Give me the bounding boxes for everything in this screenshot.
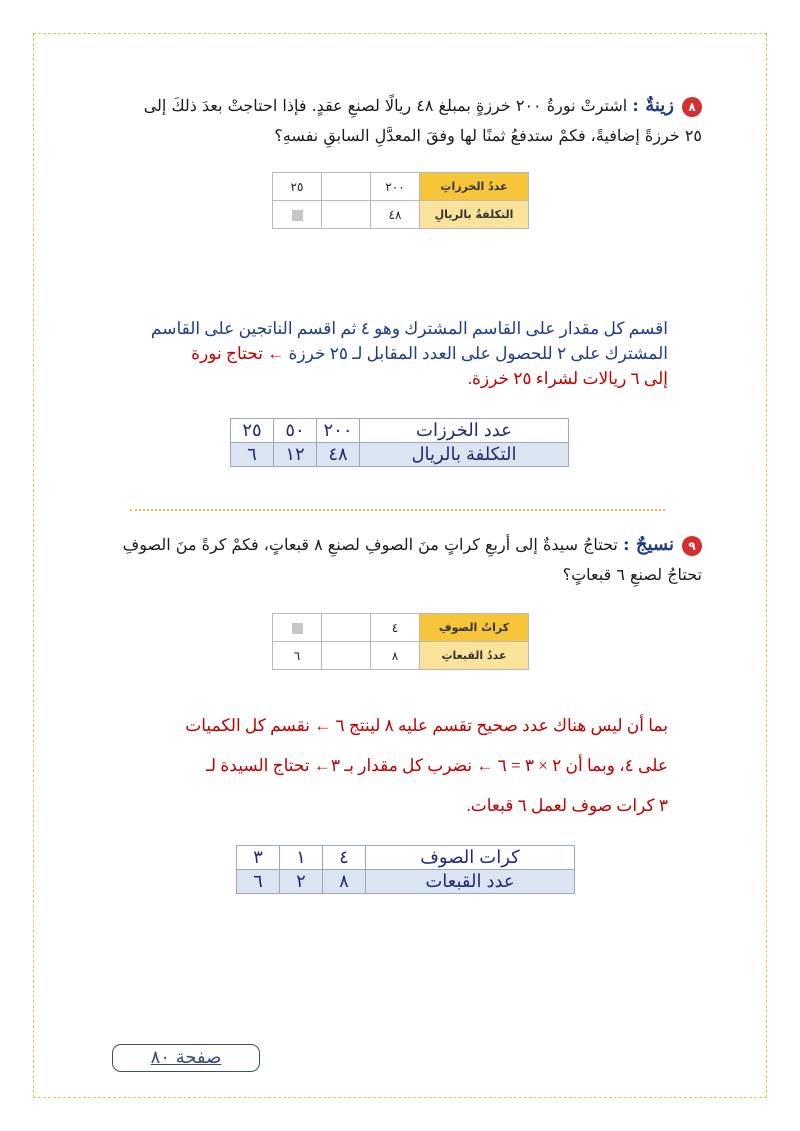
problem-9-question	[92, 530, 702, 590]
table-cell: ٦	[237, 870, 280, 894]
problem-8-answer-table	[230, 418, 569, 467]
table-row	[231, 443, 569, 467]
table-cell: ٨	[323, 870, 366, 894]
table-row	[273, 642, 529, 670]
answer-line: اقسم كل مقدار على القاسم المشترك وهو ٤ ثم اقسم الناتجين على القاسم	[150, 319, 668, 338]
placeholder-square-icon	[292, 210, 303, 221]
problem-number-badge: ٩	[682, 536, 702, 556]
table-cell: ٤	[371, 614, 420, 642]
table-header-cell: عددُ الخرزاتِ	[420, 173, 529, 201]
table-row	[273, 201, 529, 229]
table-cell: ١	[280, 846, 323, 870]
table-cell	[322, 614, 371, 642]
problem-keyword: زينةٌ :	[632, 95, 674, 116]
problem-8-question	[92, 91, 702, 151]
table-row	[273, 614, 529, 642]
problem-9-data-table	[272, 613, 529, 670]
table-cell: ٢٠٠	[317, 419, 360, 443]
unknown-value-cell	[273, 201, 322, 229]
table-cell: ٦	[273, 642, 322, 670]
table-cell: ١٢	[274, 443, 317, 467]
arrow-icon: ←	[262, 344, 289, 363]
table-row	[237, 846, 575, 870]
table-cell: ٤٨	[371, 201, 420, 229]
problem-8-answer	[128, 316, 668, 391]
table-cell: ٢	[280, 870, 323, 894]
problem-9-answer	[108, 706, 668, 826]
table-row	[231, 419, 569, 443]
question-line: اشترتْ نورةُ ٢٠٠ خرزةٍ بمبلغ ٤٨ ريالًا لصنعِ عقدٍ. فإذا احتاجتْ بعدَ ذلكَ إلى	[143, 96, 633, 115]
table-cell: ٢٥	[273, 173, 322, 201]
page-number-label: صفحة ٨٠	[112, 1044, 260, 1072]
table-cell: ٦	[231, 443, 274, 467]
section-divider	[130, 509, 665, 511]
table-header-cell: التكلفةُ بالريالِ	[420, 201, 529, 229]
problem-8-data-table	[272, 172, 529, 229]
problem-number-badge: ٨	[682, 97, 702, 117]
table-cell: ٢٥	[231, 419, 274, 443]
answer-line: ٣ كرات صوف لعمل ٦ قبعات.	[466, 796, 668, 815]
table-cell: ٨	[371, 642, 420, 670]
table-header-cell: كراتُ الصوفِ	[420, 614, 529, 642]
row-label: عدد الخرزات	[360, 419, 569, 443]
unknown-value-cell	[273, 614, 322, 642]
table-cell: ٣	[237, 846, 280, 870]
table-row	[273, 173, 529, 201]
row-label: التكلفة بالريال	[360, 443, 569, 467]
placeholder-square-icon	[292, 623, 303, 634]
table-cell: ٢٠٠	[371, 173, 420, 201]
answer-text: تحتاج نورة	[191, 344, 263, 363]
table-cell: ٤٨	[317, 443, 360, 467]
answer-line: إلى ٦ ريالات لشراء ٢٥ خرزة.	[467, 369, 668, 388]
problem-9-answer-table	[236, 845, 575, 894]
table-cell	[322, 173, 371, 201]
answer-line: بما أن ليس هناك عدد صحيح تقسم عليه ٨ لينتج ٦ ← نقسم كل الكميات	[185, 716, 668, 735]
table-cell: ٤	[323, 846, 366, 870]
answer-line	[128, 341, 668, 366]
question-line: ٢٥ خرزةً إضافيةً، فكمْ ستدفعُ ثمنًا لها وفقَ المعدَّلِ السابقِ نفسهِ؟	[274, 126, 702, 145]
table-header-cell: عددُ القبعاتِ	[420, 642, 529, 670]
answer-text: المشترك على ٢ للحصول على العدد المقابل لـ ٢٥ خرزة	[288, 344, 668, 363]
table-cell: ٥٠	[274, 419, 317, 443]
problem-keyword: نسيجٌ :	[622, 534, 674, 555]
row-label: كرات الصوف	[366, 846, 575, 870]
table-row	[237, 870, 575, 894]
question-line: تحتاجُ سيدةٌ إلى أربعِ كراتٍ منَ الصوفِ لصنعِ ٨ قبعاتٍ، فكمْ كرةً منَ الصوفِ	[122, 535, 623, 554]
table-cell	[322, 201, 371, 229]
table-cell	[322, 642, 371, 670]
row-label: عدد القبعات	[366, 870, 575, 894]
question-line: تحتاجُ لصنعِ ٦ قبعاتٍ؟	[562, 565, 702, 584]
answer-line: على ٤، وبما أن ٢ × ٣ = ٦ ← نضرب كل مقدار بـ ٣← تحتاج السيدة لـ	[205, 756, 668, 775]
